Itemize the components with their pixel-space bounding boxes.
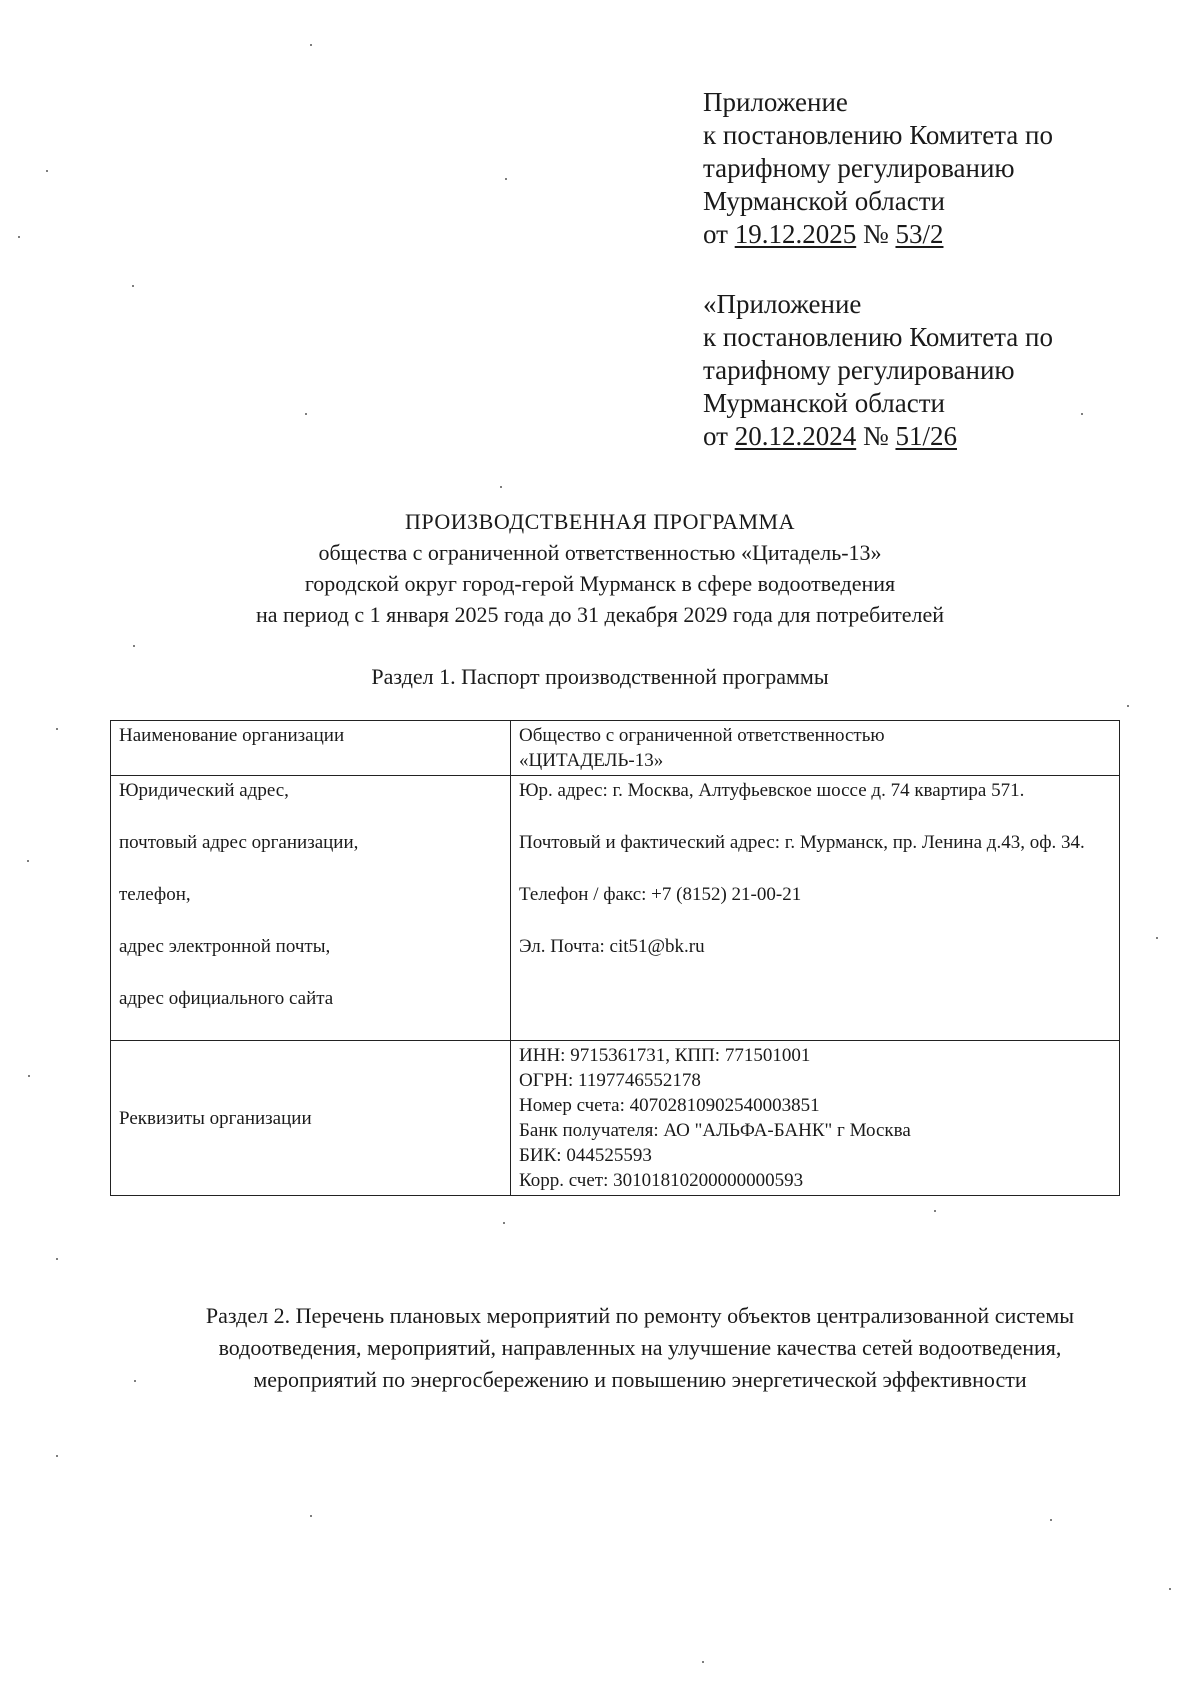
program-title-line: общества с ограниченной ответственностью «Цитадель-13» — [318, 540, 882, 565]
appendix-line: Мурманской области — [703, 388, 945, 418]
org-name-value-cell — [511, 721, 1120, 776]
table-row — [111, 1041, 1120, 1196]
scan-speck — [934, 1210, 936, 1212]
date-prefix: от — [703, 219, 735, 249]
appendix-date-line — [703, 420, 1053, 453]
legal-address-value: Юр. адрес: г. Москва, Алтуфьевское шоссе д. 74 квартира 571. — [519, 780, 1025, 801]
org-name-value: Общество с ограниченной ответственностью — [519, 725, 885, 746]
scan-speck — [27, 860, 29, 862]
scan-speck — [1050, 1519, 1052, 1521]
account-value: Номер счета: 40702810902540003851 — [519, 1095, 820, 1116]
appendix-line: тарифному регулированию — [703, 355, 1015, 385]
resolution-date: 19.12.2025 — [734, 219, 857, 249]
section-2-heading — [150, 1300, 1130, 1396]
appendix-header-previous — [703, 288, 1053, 453]
resolution-date: 20.12.2024 — [734, 421, 857, 451]
phone-value: Телефон / факс: +7 (8152) 21-00-21 — [519, 884, 802, 905]
email-value: Эл. Почта: cit51@bk.ru — [519, 936, 705, 957]
phone-label: телефон, — [119, 884, 191, 905]
inn-kpp-value: ИНН: 9715361731, КПП: 771501001 — [519, 1045, 811, 1066]
scan-speck — [18, 236, 20, 238]
scan-speck — [1156, 937, 1158, 939]
org-name-label: Наименование организации — [119, 725, 345, 746]
scan-speck — [1127, 705, 1129, 707]
website-label: адрес официального сайта — [119, 988, 334, 1009]
appendix-line: к постановлению Комитета по — [703, 322, 1053, 352]
appendix-title: Приложение — [703, 87, 848, 117]
scan-speck — [133, 645, 135, 647]
program-title-main: ПРОИЗВОДСТВЕННАЯ ПРОГРАММА — [404, 509, 796, 534]
section-1-heading: Раздел 1. Паспорт производственной программы — [371, 664, 829, 689]
bank-value: Банк получателя: АО "АЛЬФА-БАНК" г Москва — [519, 1120, 911, 1141]
appendix-line: к постановлению Комитета по — [703, 120, 1053, 150]
bik-value: БИК: 044525593 — [519, 1145, 652, 1166]
scan-speck — [702, 1661, 704, 1663]
scan-speck — [56, 728, 58, 730]
postal-address-value: Почтовый и фактический адрес: г. Мурманск, пр. Ленина д.43, оф. 34. — [519, 832, 1085, 853]
postal-address-label: почтовый адрес организации, — [119, 832, 359, 853]
appendix-title: «Приложение — [703, 289, 862, 319]
scan-speck — [132, 285, 134, 287]
ogrn-value: ОГРН: 1197746552178 — [519, 1070, 701, 1091]
email-label: адрес электронной почты, — [119, 936, 331, 957]
program-title — [0, 506, 1200, 630]
program-title-line: городской округ город-герой Мурманск в сфере водоотведения — [304, 571, 896, 596]
scan-speck — [56, 1455, 58, 1457]
scan-speck — [310, 44, 312, 46]
section-2-heading-line: мероприятий по энергосбережению и повышению энергетической эффективности — [253, 1367, 1027, 1392]
appendix-line: тарифному регулированию — [703, 153, 1015, 183]
scan-speck — [1081, 413, 1083, 415]
table-row — [111, 721, 1120, 776]
org-name-label-cell — [111, 721, 511, 776]
number-prefix: № — [856, 421, 896, 451]
scan-speck — [28, 1075, 30, 1077]
scan-speck — [503, 1222, 505, 1224]
org-name-value: «ЦИТАДЕЛЬ-13» — [519, 750, 664, 771]
appendix-header-current — [703, 86, 1053, 251]
addresses-value-cell — [511, 776, 1120, 1041]
scan-speck — [310, 1515, 312, 1517]
passport-table — [110, 720, 1120, 1196]
appendix-line: Мурманской области — [703, 186, 945, 216]
scan-speck — [505, 178, 507, 180]
requisites-value-cell — [511, 1041, 1120, 1196]
resolution-number: 53/2 — [895, 219, 944, 249]
scan-speck — [500, 486, 502, 488]
appendix-date-line — [703, 218, 1053, 251]
table-row — [111, 776, 1120, 1041]
scan-speck — [56, 1258, 58, 1260]
resolution-number: 51/26 — [895, 421, 957, 451]
requisites-label: Реквизиты организации — [119, 1107, 312, 1129]
addresses-label-cell — [111, 776, 511, 1041]
legal-address-label: Юридический адрес, — [119, 780, 289, 801]
scan-speck — [1169, 1588, 1171, 1590]
requisites-label-cell — [111, 1041, 511, 1196]
section-2-heading-line: водоотведения, мероприятий, направленных на улучшение качества сетей водоотведения, — [218, 1335, 1062, 1360]
scan-speck — [305, 413, 307, 415]
section-2-heading-line: Раздел 2. Перечень плановых мероприятий по ремонту объектов централизованной системы — [205, 1303, 1075, 1328]
number-prefix: № — [856, 219, 896, 249]
scan-speck — [46, 170, 48, 172]
scan-speck — [134, 1380, 136, 1382]
date-prefix: от — [703, 421, 735, 451]
corr-account-value: Корр. счет: 30101810200000000593 — [519, 1170, 804, 1191]
program-title-line: на период с 1 января 2025 года до 31 декабря 2029 года для потребителей — [255, 602, 944, 627]
